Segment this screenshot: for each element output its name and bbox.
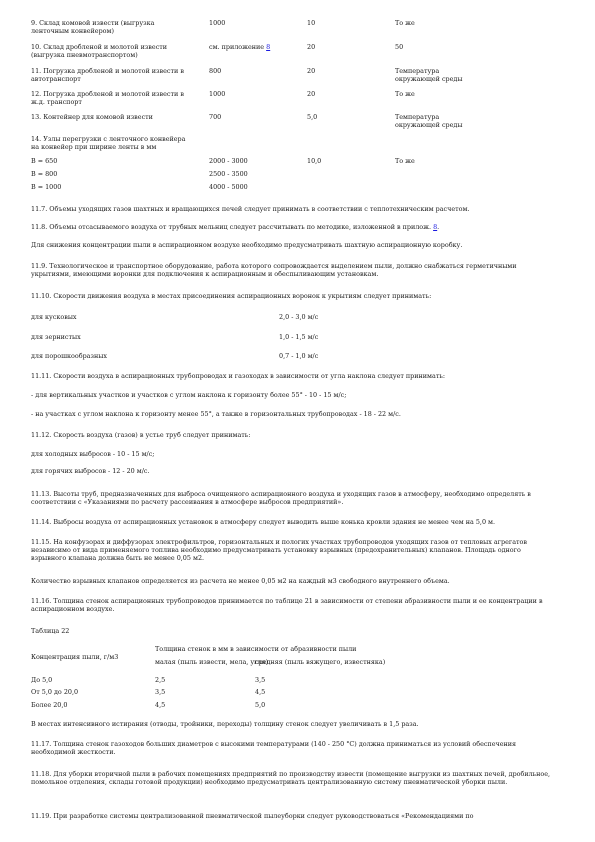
- paragraph-11-11: 11.11. Скорости воздуха в аспирационных трубопроводах и газоходах в зависимости от угла наклона следует принимать:: [31, 372, 445, 380]
- table-cell: В = 650: [31, 157, 58, 165]
- paragraph-valves: Количество взрывных клапанов определяется из расчета не менее 0,05 м2 на каждый м3 свободного внутреннего объема.: [31, 577, 450, 585]
- paragraph-11-10: 11.10. Скорости движения воздуха в местах присоединения аспирационных воронок к укрытиям следует принимать:: [31, 292, 432, 300]
- paragraph-11-12-a: для холодных выбросов - 10 - 15 м/с;: [31, 450, 155, 458]
- table-row: [0, 67, 560, 83]
- table-cell: 700: [209, 113, 222, 121]
- table-cell: 2,5: [155, 676, 166, 684]
- table-row: [0, 43, 560, 59]
- table-header-thickness: Толщина стенок в мм в зависимости от абразивности пыли: [155, 645, 357, 653]
- paragraph-11-16: 11.16. Толщина стенок аспирационных трубопроводов принимается по таблице 21 в зависимости от степени абразивности пыли и ее концентрации в аспирационном воздухе.: [31, 597, 543, 613]
- paragraph-11-8: [31, 223, 551, 231]
- table-cell: То же: [395, 19, 415, 27]
- table-row: [0, 19, 560, 35]
- speed-label: для зернистых: [31, 333, 81, 341]
- table-row: [0, 183, 560, 199]
- table-header-low: малая (пыль извести, мела, угля): [155, 658, 269, 666]
- appendix-link[interactable]: 8: [266, 43, 271, 51]
- paragraph-11-7: 11.7. Объемы уходящих газов шахтных и вращающихся печей следует принимать в соответствии с теплотехническим расчетом.: [31, 205, 470, 213]
- table-cell: 20: [307, 90, 316, 98]
- table-cell: 11. Погрузка дробленой и молотой извести в автотранспорт: [31, 67, 184, 83]
- table-cell: 10: [307, 19, 316, 27]
- appendix-link[interactable]: 8: [433, 223, 438, 231]
- paragraph-dust-reduction: [31, 241, 551, 249]
- table-cell: До 5,0: [31, 676, 53, 684]
- table-cell: То же: [395, 90, 415, 98]
- paragraph-11-18: 11.18. Для уборки вторичной пыли в рабочих помещениях предприятий по производству извести (помещение выгрузки из шахтных печей, дробильное, помольное отделения, склады готовой продукции) необходимо предусматривать централизованную систему пневматической уборки пыли.: [31, 770, 551, 786]
- table-cell: 5,0: [255, 701, 266, 709]
- table-cell: Более 20,0: [31, 701, 68, 709]
- paragraph-text: .: [437, 223, 440, 231]
- table-row: [0, 113, 560, 129]
- table-cell: 3,5: [155, 688, 166, 696]
- table-cell: [209, 43, 309, 51]
- paragraph-text: 11.8. Объемы отсасываемого воздуха от трубных мельниц следует рассчитывать по методике, изложенной в прилож.: [31, 223, 434, 231]
- table-cell: 3,5: [255, 676, 266, 684]
- table-cell: 9. Склад комовой извести (выгрузка ленточным конвейером): [31, 19, 155, 35]
- table-cell: 12. Погрузка дробленой и молотой извести в ж.д. транспорт: [31, 90, 184, 106]
- speed-row: [0, 333, 560, 349]
- table-cell: 4,5: [255, 688, 266, 696]
- table-cell: Температура окружающей среды: [395, 113, 463, 129]
- table-header-concentration: Концентрация пыли, г/м3: [31, 653, 119, 661]
- table-cell: 20: [307, 67, 316, 75]
- table-cell: 1000: [209, 19, 226, 27]
- paragraph-11-11-b: - на участках с углом наклона к горизонту менее 55°, а также в горизонтальных трубопроводах - 18 - 22 м/с.: [31, 410, 401, 418]
- table-cell: 20: [307, 43, 316, 51]
- speed-row: [0, 352, 560, 368]
- table-cell: В = 1000: [31, 183, 62, 191]
- table-cell: То же: [395, 157, 415, 165]
- table-cell: 14. Узлы перегрузки с ленточного конвейера на конвейер при ширине ленты в мм: [31, 135, 186, 151]
- cell-text: см. приложение: [209, 43, 267, 51]
- table-cell: 1000: [209, 90, 226, 98]
- paragraph-11-17: 11.17. Толщина стенок газоходов больших диаметров с высокими температурами (140 - 250 °С) должна приниматься из условий обеспечения необходимой жесткости.: [31, 740, 517, 756]
- speed-row: [0, 313, 560, 329]
- speed-value: 0,7 - 1,0 м/с: [279, 352, 319, 360]
- paragraph-text: .: [460, 241, 463, 249]
- paragraph-wear: В местах интенсивного истирания (отводы, тройники, переходы) толщину стенок следует увеличивать в 1,5 раза.: [31, 720, 419, 728]
- table-cell: 4,5: [155, 701, 166, 709]
- table-cell: 800: [209, 67, 222, 75]
- table-header-mid: средняя (пыль вяжущего, известняка): [255, 658, 386, 666]
- table-cell: 2000 - 3000: [209, 157, 248, 165]
- speed-label: для порошкообразных: [31, 352, 107, 360]
- table-cell: 2500 - 3500: [209, 170, 248, 178]
- paragraph-11-13: 11.13. Высоты труб, предназначенных для выброса очищенного аспирационного воздуха и уходящих газов в атмосферу, необходимо определять в соответствии с «Указаниями по расчету рассеивания в атмосфере выбросов предприятий».: [31, 490, 531, 506]
- paragraph-11-14: 11.14. Выбросы воздуха от аспирационных установок в атмосферу следует выводить выше конька кровли здания не менее чем на 5,0 м.: [31, 518, 496, 526]
- table-cell: 5,0: [307, 113, 318, 121]
- table-caption: Таблица 22: [31, 627, 70, 635]
- table-cell: 50: [395, 43, 404, 51]
- table-row: [0, 135, 560, 151]
- table-cell: 10. Склад дробленой и молотой извести (выгрузка пневмотранспортом): [31, 43, 168, 59]
- table-row: [0, 90, 560, 106]
- speed-value: 1,0 - 1,5 м/с: [279, 333, 319, 341]
- paragraph-11-9: 11.9. Технологическое и транспортное оборудование, работа которого сопровождается выделением пыли, должно снабжаться герметичными укрытиями, имеющими воронки для подключения к аспирационным и обеспыливающим установкам.: [31, 262, 517, 278]
- table-cell: Температура окружающей среды: [395, 67, 463, 83]
- table-cell: В = 800: [31, 170, 58, 178]
- table-cell: От 5,0 до 20,0: [31, 688, 79, 696]
- paragraph-11-12: 11.12. Скорость воздуха (газов) в устье труб следует принимать:: [31, 431, 251, 439]
- paragraph-11-15: 11.15. На конфузорах и диффузорах электрофильтров, горизонтальных и пологих участках трубопроводов уходящих газов от тепловых агрегатов независимо от вида применяемого топлива необходимо предусматривать установку взрывных (предохранительных) клапанов. Площадь одного взрывного клапана должна быть не менее 0,05 м2.: [31, 538, 528, 562]
- table-cell: 10,0: [307, 157, 322, 165]
- speed-label: для кусковых: [31, 313, 77, 321]
- paragraph-11-12-b: для горячих выбросов - 12 - 20 м/с.: [31, 467, 150, 475]
- speed-value: 2,0 - 3,0 м/с: [279, 313, 319, 321]
- table-cell: 13. Контейнер для комовой извести: [31, 113, 153, 121]
- paragraph-11-19: 11.19. При разработке системы централизованной пневматической пылеуборки следует руководствоваться «Рекомендациями по: [31, 812, 474, 820]
- table-cell: 4000 - 5000: [209, 183, 248, 191]
- paragraph-text: Для снижения концентрации пыли в аспирационном воздухе необходимо предусматривать шахтную аспирационную коробку: [31, 241, 461, 249]
- paragraph-11-11-a: - для вертикальных участков и участков с углом наклона к горизонту более 55° - 10 - 15 м/с;: [31, 391, 347, 399]
